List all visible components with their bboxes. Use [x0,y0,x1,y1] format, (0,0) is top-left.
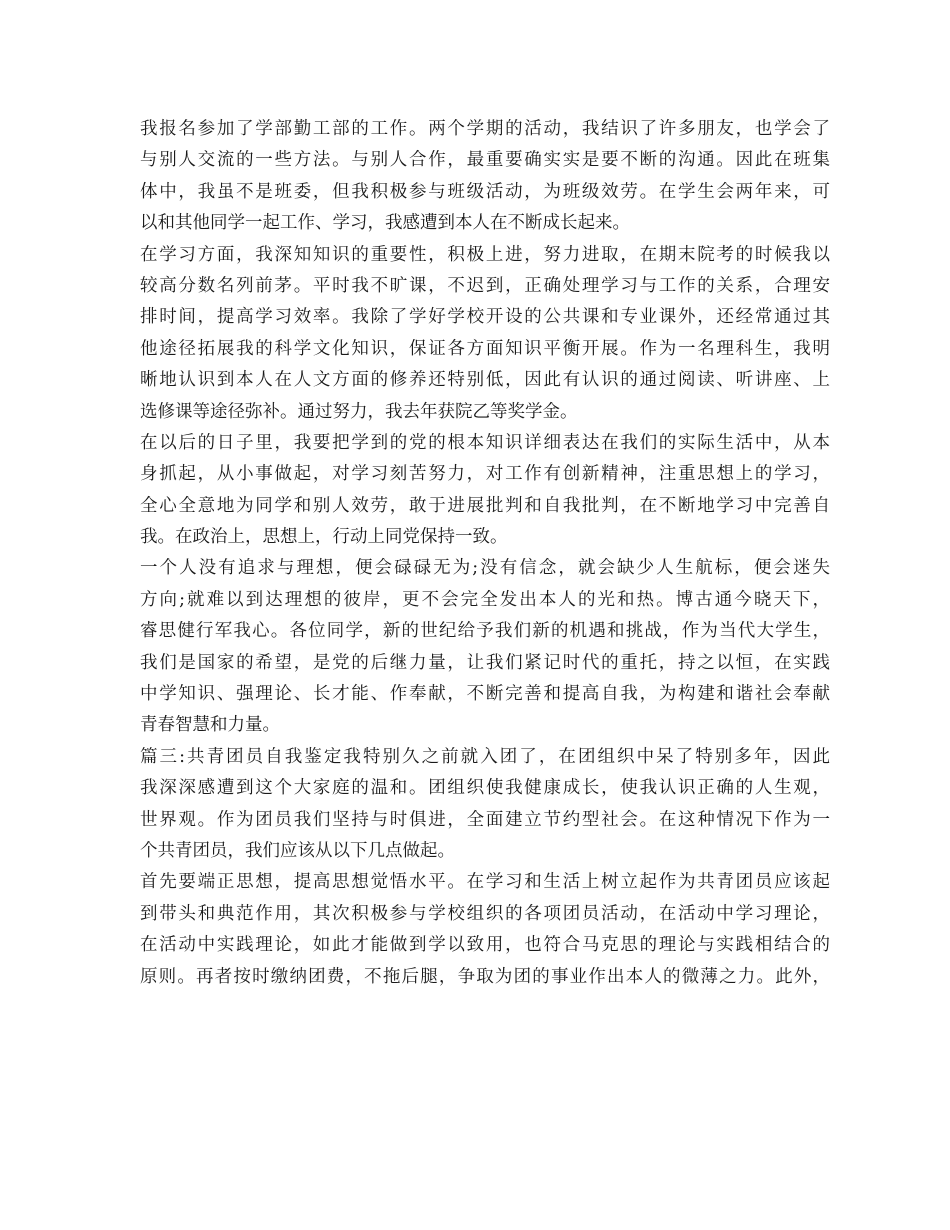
text-line: 晰地认识到本人在人文方面的修养还特别低，因此有认识的通过阅读、听讲座、上 [140,370,830,391]
paragraph [140,428,830,554]
text-line: 在以后的日子里，我要把学到的党的根本知识详细表达在我们的实际生活中，从本 [140,432,830,453]
text-line: 原则。再者按时缴纳团费，不拖后腿，争取为团的事业作出本人的微薄之力。此外， [140,966,830,987]
text-line: 在活动中实践理论，如此才能做到学以致用，也符合马克思的理论与实践相结合的 [140,935,830,956]
text-line: 个共青团员，我们应该从以下几点做起。 [140,840,455,861]
text-line: 排时间，提高学习效率。我除了学好学校开设的公共课和专业课外，还经常通过其 [140,307,830,328]
text-line: 以和其他同学一起工作、学习，我感遭到本人在不断成长起来。 [140,213,630,234]
text-line: 体中，我虽不是班委，但我积极参与班级活动，为班级效劳。在学生会两年来，可 [140,181,830,202]
paragraph [140,553,830,741]
paragraph [140,742,830,868]
text-line: 中学知识、强理论、长才能、作奉献，不断完善和提高自我，为构建和谐社会奉献 [140,684,830,705]
document-body [140,114,830,993]
paragraph [140,114,830,240]
text-line: 青春智慧和力量。 [140,715,280,736]
text-line: 首先要端正思想，提高思想觉悟水平。在学习和生活上树立起作为共青团员应该起 [140,872,830,893]
paragraph [140,240,830,428]
text-line: 与别人交流的一些方法。与别人合作，最重要确实实是要不断的沟通。因此在班集 [140,150,830,171]
text-line: 方向;就难以到达理想的彼岸，更不会完全发出本人的光和热。博古通今晓天下， [140,589,830,610]
text-line: 到带头和典范作用，其次积极参与学校组织的各项团员活动，在活动中学习理论， [140,903,830,924]
text-line: 选修课等途径弥补。通过努力，我去年获院乙等奖学金。 [140,401,578,422]
text-line: 在学习方面，我深知知识的重要性，积极上进，努力进取，在期末院考的时候我以 [140,244,830,265]
text-line: 身抓起，从小事做起，对学习刻苦努力，对工作有创新精神，注重思想上的学习， [140,464,830,485]
text-line: 我深深感遭到这个大家庭的温和。团组织使我健康成长，使我认识正确的人生观， [140,778,830,799]
text-line: 我报名参加了学部勤工部的工作。两个学期的活动，我结识了许多朋友，也学会了 [140,119,830,139]
text-line: 一个人没有追求与理想，便会碌碌无为;没有信念，就会缺少人生航标，便会迷失 [140,558,830,579]
paragraph [140,867,830,993]
text-line: 他途径拓展我的科学文化知识，保证各方面知识平衡开展。作为一名理科生，我明 [140,338,830,359]
text-line: 睿思健行军我心。各位同学，新的世纪给予我们新的机遇和挑战，作为当代大学生， [140,621,830,642]
text-line: 全心全意地为同学和别人效劳，敢于进展批判和自我批判，在不断地学习中完善自 [140,495,830,516]
text-line: 较高分数名列前茅。平时我不旷课，不迟到，正确处理学习与工作的关系，合理安 [140,275,830,296]
text-line: 我们是国家的希望，是党的后继力量，让我们紧记时代的重托，持之以恒，在实践 [140,652,830,673]
text-line: 我。在政治上，思想上，行动上同党保持一致。 [140,527,508,548]
text-line: 篇三:共青团员自我鉴定我特别久之前就入团了，在团组织中呆了特别多年，因此 [140,746,830,767]
text-line: 世界观。作为团员我们坚持与时俱进，全面建立节约型社会。在这种情况下作为一 [140,809,830,830]
